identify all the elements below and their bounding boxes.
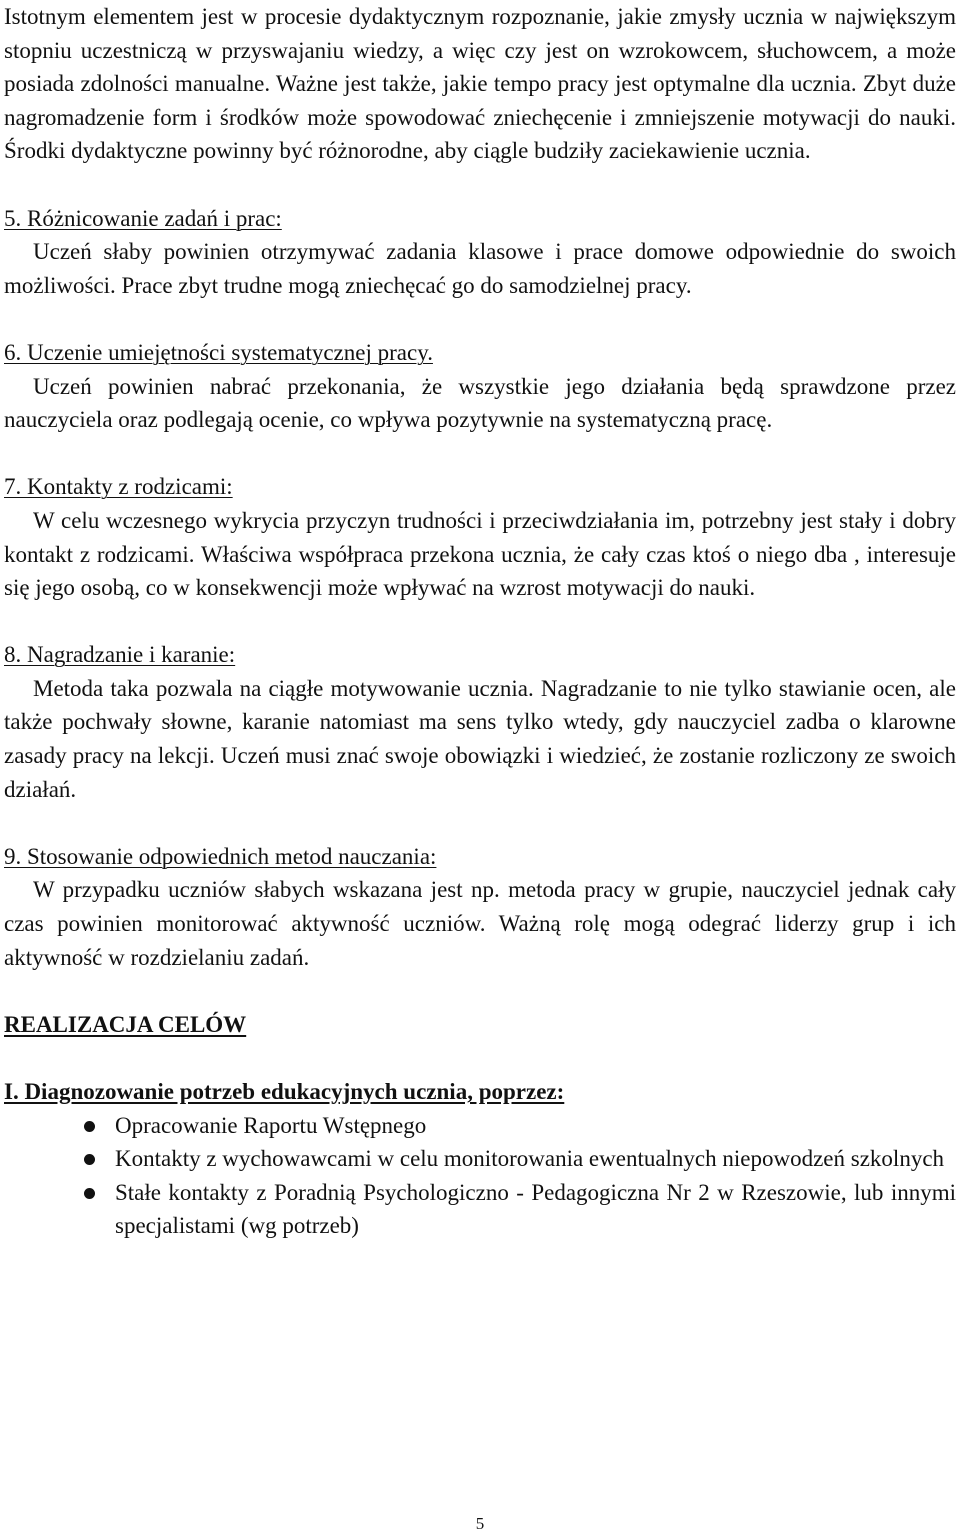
section-title: 5. Różnicowanie zadań i prac: [4,205,282,231]
list-item [4,1109,956,1143]
section-title: 7. Kontakty z rodzicami: [4,474,233,500]
list-item [4,1176,956,1243]
section-body: Metoda taka pozwala na ciągłe motywowanie ucznia. Nagradzanie to nie tylko stawianie ocen, ale także pochwały słowne, karanie natomiast ma sens tylko wtedy, gdy nauczyciel zadba o klarowne zasady pracy na lekcji. Uczeń musi znać swoje obowiązki i wiedzieć, że zostanie rozliczony ze swoich działań. [4,675,956,802]
diagnosis-heading: I. Diagnozowanie potrzeb edukacyjnych ucznia, poprzez: [4,1079,565,1104]
section-body: W przypadku uczniów słabych wskazana jest np. metoda pracy w grupie, nauczyciel jednak cały czas powinien monitorować aktywność uczniów. Ważną rolę mogą odegrać liderzy grup i ich aktywność w rozdzielaniu zadań. [4,877,956,970]
realization-heading: REALIZACJA CELÓW [4,1011,247,1037]
section-body: W celu wczesnego wykrycia przyczyn trudności i przeciwdziałania im, potrzebny jest stały i dobry kontakt z rodzicami. Właściwa współpraca przekona ucznia, że cały czas ktoś o niego dba , interesuje się jego osobą, co w konsekwencji może wpływać na wzrost motywacji do nauki. [4,507,956,601]
section-rewards [4,638,956,806]
section-body: Uczeń powinien nabrać przekonania, że wszystkie jego działania będą sprawdzone przez nauczyciela oraz podlegają ocenie, co wpływa pozytywnie na systematyczną pracę. [4,373,956,433]
list-item-text: Kontakty z wychowawcami w celu monitorowania ewentualnych niepowodzeń szkolnych [115,1146,945,1172]
document-page [4,0,956,1243]
diagnosis-list [4,1109,956,1243]
bullet-icon [84,1188,95,1199]
section-parents [4,470,956,604]
section-body: Uczeń słaby powinien otrzymywać zadania klasowe i prace domowe odpowiednie do swoich możliwości. Prace zbyt trudne mogą zniechęcać go do samodzielnej pracy. [4,239,956,298]
section-title: 9. Stosowanie odpowiednich metod nauczania: [4,843,437,869]
section-title: 6. Uczenie umiejętności systematycznej pracy. [4,339,433,365]
list-item-text: Opracowanie Raportu Wstępnego [115,1112,427,1138]
intro-paragraph: Istotnym elementem jest w procesie dydaktycznym rozpoznanie, jakie zmysły ucznia w największym stopniu uczestniczą w przyswajaniu wiedzy, a więc czy jest on wzrokowcem, słuchowcem, a może posiada zdolności manualne. Ważne jest także, jakie tempo pracy jest optymalne dla ucznia. Zbyt duże nagromadzenie form i środków może spowodować zniechęcenie i zmniejszenie motywacji do nauki. Środki dydaktyczne powinny być różnorodne, aby ciągle budziły zaciekawienie ucznia. [4,4,956,164]
bullet-icon [84,1154,95,1165]
list-item-text: Stałe kontakty z Poradnią Psychologiczno - Pedagogiczna Nr 2 w Rzeszowie, lub innymi specjalistami (wg potrzeb) [115,1179,956,1239]
page-number: 5 [475,1514,485,1533]
section-title: 8. Nagradzanie i karanie: [4,642,236,668]
section-methods [4,840,956,974]
section-systematic-work [4,336,956,437]
section-differentiation [4,202,956,303]
list-item [4,1142,956,1176]
bullet-icon [84,1121,95,1132]
